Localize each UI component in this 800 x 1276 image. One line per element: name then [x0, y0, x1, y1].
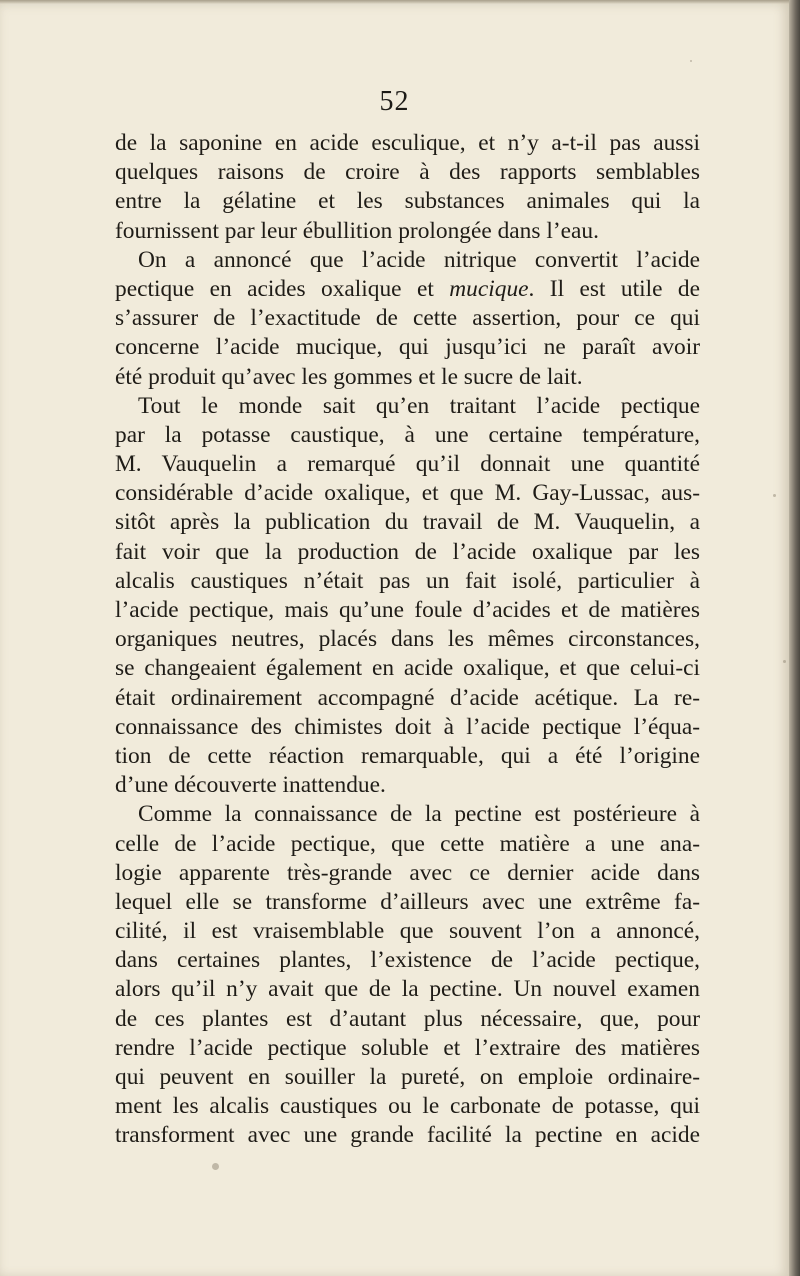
- text-line: d’une découverte inattendue.: [115, 772, 386, 799]
- paper-speck: [783, 660, 786, 663]
- text-line: par la potasse caustique, à une certaine température,: [115, 421, 700, 448]
- text-line: concerne l’acide mucique, qui jusqu’ici ne paraît avoir: [115, 334, 700, 361]
- text-line: tion de cette réaction remarquable, qui a été l’origine: [115, 742, 700, 769]
- text-line: fait voir que la production de l’acide oxalique par les: [115, 538, 700, 565]
- paper-speck: [773, 494, 776, 497]
- text-line: sitôt après la publication du travail de M. Vauquelin, a: [115, 509, 700, 536]
- text-line: l’acide pectique, mais qu’une foule d’acides et de matières: [115, 597, 700, 623]
- text-line: rendre l’acide pectique soluble et l’extraire des matières: [115, 1034, 700, 1061]
- text-line: alcalis caustiques n’était pas un fait isolé, particulier à: [115, 567, 700, 594]
- text-line: quelques raisons de croire à des rapports semblables: [115, 159, 700, 186]
- page-top-edge: [0, 0, 789, 4]
- text-line: Tout le monde sait qu’en traitant l’acide pectique: [138, 392, 700, 419]
- text-line: s’assurer de l’exactitude de cette assertion, pour ce qui: [115, 305, 700, 332]
- text-line: celle de l’acide pectique, que cette matière a une ana-: [115, 830, 700, 857]
- text-run: . Il est utile de: [528, 275, 700, 302]
- paper-speck: [212, 1163, 219, 1170]
- text-line: été produit qu’avec les gommes et le sucre de lait.: [115, 363, 583, 390]
- text-line: de ces plantes est d’autant plus nécessaire, que, pour: [115, 1005, 700, 1032]
- text-line: de la saponine en acide esculique, et n’y a-t-il pas aussi: [115, 130, 700, 156]
- text-line: se changeaient également en acide oxalique, et que celui-ci: [115, 655, 700, 682]
- text-line: M. Vauquelin a remarqué qu’il donnait une quantité: [115, 451, 700, 478]
- text-line: Comme la connaissance de la pectine est postérieure à: [138, 801, 700, 828]
- text-line: [115, 275, 700, 304]
- text-line: transforment avec une grande facilité la pectine en acide: [115, 1122, 700, 1149]
- text-line: lequel elle se transforme d’ailleurs avec une extrême fa-: [115, 888, 700, 915]
- body-text: [115, 129, 700, 1151]
- text-line: alors qu’il n’y avait que de la pectine. Un nouvel examen: [115, 976, 700, 1003]
- text-line: entre la gélatine et les substances animales qui la: [115, 188, 700, 215]
- text-line: organiques neutres, placés dans les mêmes circonstances,: [115, 626, 700, 653]
- text-run: pectique en acides oxalique et: [115, 275, 450, 302]
- text-line: On a annoncé que l’acide nitrique convertit l’acide: [138, 246, 700, 273]
- text-line: logie apparente très-grande avec ce dernier acide dans: [115, 859, 700, 886]
- text-line: qui peuvent en souiller la pureté, on emploie ordinaire-: [115, 1064, 700, 1090]
- text-line: considérable d’acide oxalique, et que M. Gay-Lussac, aus-: [115, 480, 700, 507]
- italic-term: mucique: [449, 275, 529, 302]
- text-line: ment les alcalis caustiques ou le carbonate de potasse, qui: [115, 1093, 700, 1120]
- text-line: était ordinairement accompagné d’acide acétique. La re-: [115, 684, 700, 711]
- paper-speck: [690, 60, 692, 62]
- text-line: dans certaines plantes, l’existence de l’acide pectique,: [115, 947, 700, 974]
- text-line: cilité, il est vraisemblable que souvent l’on a annoncé,: [115, 918, 700, 945]
- text-line: connaissance des chimistes doit à l’acide pectique l’équa-: [115, 713, 700, 740]
- binding-edge: [789, 0, 800, 1276]
- page-number: 52: [379, 86, 410, 117]
- text-line: fournissent par leur ébullition prolongée dans l’eau.: [115, 217, 599, 244]
